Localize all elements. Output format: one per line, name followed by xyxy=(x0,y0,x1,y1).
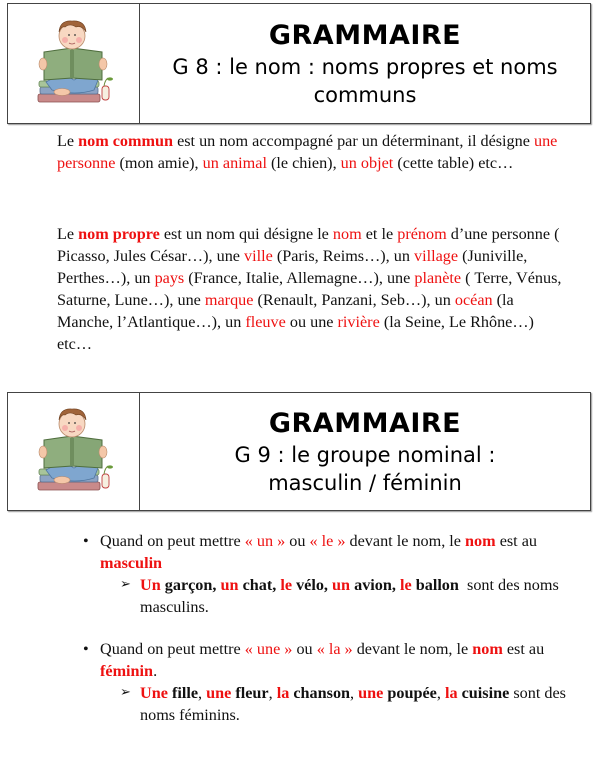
text: d’une personne ( Picasso, Jules César…), une xyxy=(57,225,560,265)
noun: chat, xyxy=(238,576,281,594)
text: Quand on peut mettre xyxy=(100,640,245,658)
highlight-term: nom propre xyxy=(78,225,160,243)
text: . xyxy=(153,662,158,680)
text: devant le nom, le xyxy=(352,640,473,658)
text: ou une xyxy=(285,313,338,331)
noun: avion, xyxy=(350,576,400,594)
bullet-icon: • xyxy=(83,640,89,658)
highlight-term: pays xyxy=(154,269,185,287)
highlight-term: féminin xyxy=(100,662,154,680)
highlight-term: marque xyxy=(204,291,254,309)
text: (France, Italie, Allemagne…), une xyxy=(184,269,415,287)
header-title-cell xyxy=(140,393,590,510)
paragraph-nom-propre xyxy=(57,223,567,355)
header-image-cell xyxy=(8,4,140,123)
text: (Renault, Panzani, Seb…), un xyxy=(253,291,455,309)
noun: fille xyxy=(167,684,199,702)
article: la xyxy=(276,684,290,702)
highlight-term: masculin xyxy=(100,554,163,572)
bullet-masculin xyxy=(80,530,580,618)
article: le xyxy=(399,576,412,594)
noun: poupée xyxy=(383,684,437,702)
section-subtitle-line2: masculin / féminin xyxy=(268,470,462,495)
text: (la Seine, Le Rhône…) etc… xyxy=(57,313,534,353)
noun: ballon xyxy=(411,576,459,594)
text: Quand on peut mettre xyxy=(100,532,245,550)
bullet-icon: • xyxy=(83,532,89,550)
article: le xyxy=(280,576,293,594)
header-g8 xyxy=(7,3,591,124)
arrow-bullet-icon: ➢ xyxy=(120,685,131,700)
highlight-term: nom xyxy=(472,640,503,658)
text: (cette table) etc… xyxy=(393,154,514,172)
highlight-term: un objet xyxy=(340,154,394,172)
boy-reading-illustration-icon xyxy=(32,404,116,500)
paragraph-nom-commun xyxy=(57,130,567,174)
section-subtitle-line1: G 9 : le groupe nominal : xyxy=(234,442,496,467)
highlight-term: nom commun xyxy=(78,132,174,150)
text: (le chien), xyxy=(266,154,341,172)
article: un xyxy=(220,576,239,594)
boy-reading-illustration-icon xyxy=(32,16,116,112)
example-line xyxy=(80,682,580,726)
section-subtitle-line2: communs xyxy=(313,82,417,107)
bullet-feminin xyxy=(80,638,580,726)
text: est un nom qui désigne le xyxy=(159,225,333,243)
article: un xyxy=(332,576,351,594)
example-line xyxy=(80,574,580,618)
text: (mon amie), xyxy=(115,154,203,172)
text: ou xyxy=(292,640,317,658)
text: sont des noms féminins. xyxy=(140,684,566,724)
article: une xyxy=(358,684,384,702)
section-title: GRAMMAIRE xyxy=(268,407,462,439)
text: ou xyxy=(285,532,310,550)
text: et le xyxy=(361,225,398,243)
section-subtitle-line1: G 8 : le nom : noms propres et noms xyxy=(172,54,558,79)
highlight-term: prénom xyxy=(397,225,447,243)
highlight-term: « le » xyxy=(309,532,346,550)
highlight-term: rivière xyxy=(337,313,380,331)
article: la xyxy=(444,684,458,702)
section-title: GRAMMAIRE xyxy=(268,19,462,51)
highlight-term: nom xyxy=(332,225,362,243)
highlight-term: une personne xyxy=(57,132,558,172)
text: , xyxy=(436,684,445,702)
article: Un xyxy=(140,576,161,594)
noun: vélo, xyxy=(292,576,333,594)
header-title-cell xyxy=(140,4,590,123)
highlight-term: « la » xyxy=(316,640,353,658)
noun: fleur xyxy=(231,684,269,702)
arrow-bullet-icon: ➢ xyxy=(120,577,131,592)
noun: cuisine xyxy=(457,684,510,702)
highlight-term: fleuve xyxy=(245,313,286,331)
article: une xyxy=(206,684,232,702)
highlight-term: planète xyxy=(414,269,462,287)
highlight-term: « une » xyxy=(244,640,293,658)
text: , xyxy=(198,684,207,702)
bullet-rule xyxy=(80,530,580,574)
text: est un nom accompagné par un déterminant, il désigne xyxy=(173,132,534,150)
text: est au xyxy=(502,640,545,658)
text: Le xyxy=(57,132,79,150)
highlight-term: océan xyxy=(454,291,493,309)
text: est au xyxy=(495,532,537,550)
noun: garçon, xyxy=(160,576,221,594)
bullet-rule xyxy=(80,638,580,682)
header-g9 xyxy=(7,392,591,511)
noun: chanson xyxy=(289,684,351,702)
highlight-term: un animal xyxy=(202,154,267,172)
text: (la Manche, l’Atlantique…), un xyxy=(57,291,514,331)
header-image-cell xyxy=(8,393,140,510)
highlight-term: ville xyxy=(244,247,273,265)
text: (Paris, Reims…), un xyxy=(272,247,414,265)
highlight-term: nom xyxy=(465,532,496,550)
text: ( Terre, Vénus, Saturne, Lune…), une xyxy=(57,269,562,309)
text: , xyxy=(350,684,359,702)
text: Le xyxy=(57,225,79,243)
article: Une xyxy=(140,684,168,702)
highlight-term: « un » xyxy=(244,532,286,550)
text: (Juniville, Perthes…), un xyxy=(57,247,528,287)
highlight-term: village xyxy=(414,247,459,265)
text: sont des noms masculins. xyxy=(140,576,563,616)
text: devant le nom, le xyxy=(345,532,466,550)
text: , xyxy=(268,684,277,702)
